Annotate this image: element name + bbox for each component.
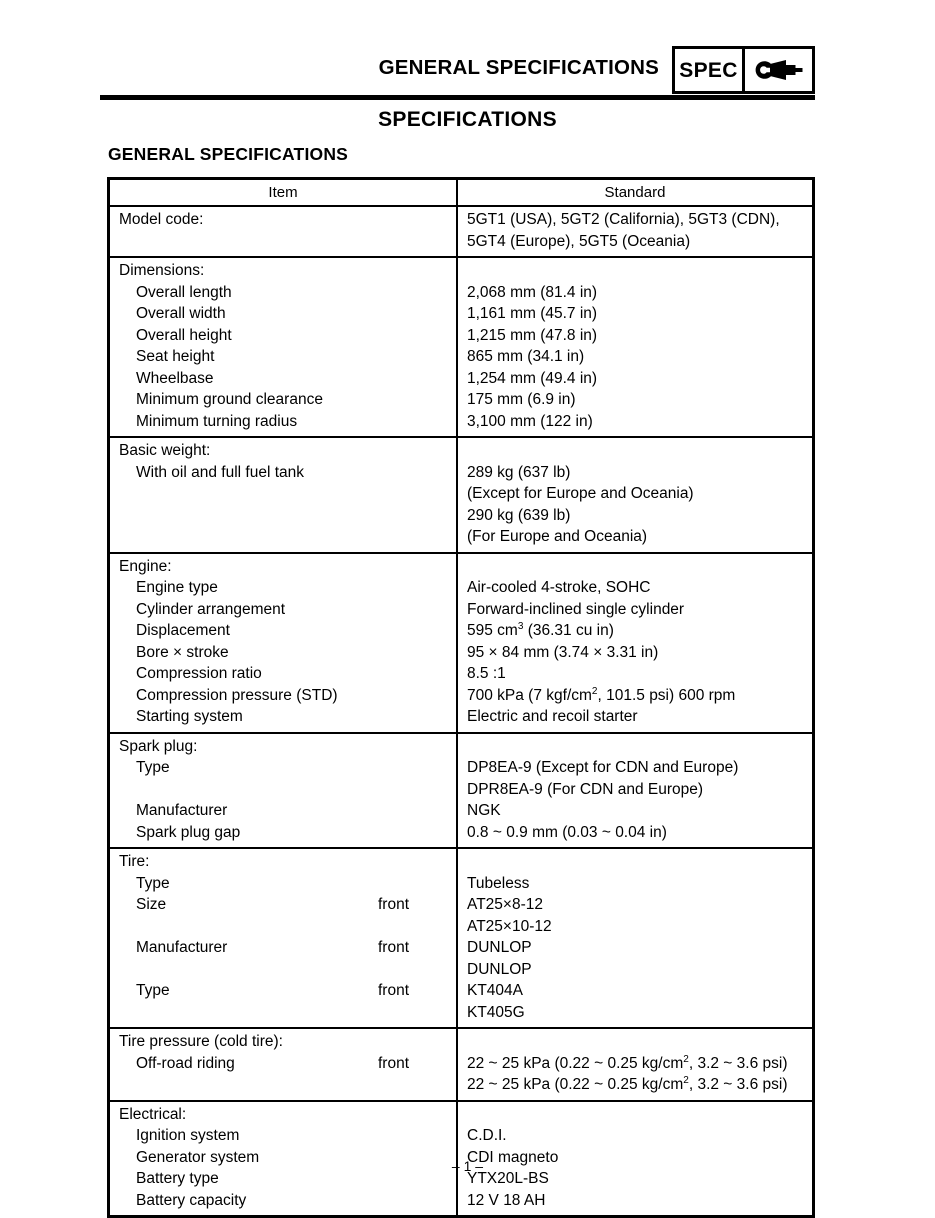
item-line	[110, 959, 456, 981]
standard-line: 289 kg (637 lb)	[467, 463, 571, 481]
item-line: Type	[136, 759, 170, 776]
standard-line: DUNLOP	[467, 960, 532, 978]
standard-line: 5GT1 (USA), 5GT2 (California), 5GT3 (CDN),	[467, 211, 780, 228]
item-line: Compression pressure (STD)	[136, 686, 338, 704]
item-line: Engine:	[119, 557, 172, 575]
spec-chapter-badge	[672, 46, 815, 94]
item-line: Battery capacity	[136, 1191, 247, 1209]
table-cell-item	[110, 438, 458, 552]
standard-line: 700 kPa (7 kgf/$cm^2$, 101.5 psi) 600 rpm	[467, 685, 736, 704]
standard-line: 595 $cm^3$ (36.31 cu in)	[467, 620, 614, 639]
item-line: Engine type	[136, 579, 218, 596]
page-number: – 1 –	[451, 1158, 484, 1174]
table-group	[110, 849, 812, 1029]
item-line	[110, 231, 456, 253]
standard-line: DUNLOP	[467, 939, 532, 956]
item-line	[110, 505, 456, 527]
item-line: Seat height	[136, 348, 215, 365]
standard-line	[458, 1031, 812, 1053]
item-line: Size front	[110, 894, 456, 916]
table-cell-standard	[458, 1029, 812, 1100]
standard-line: CDI magneto	[467, 1148, 559, 1166]
standard-line: 1,161 mm (45.7 in)	[467, 305, 598, 322]
item-line: Dimensions:	[119, 262, 205, 279]
page-footer	[0, 1158, 935, 1174]
general-specifications-table	[107, 177, 815, 1218]
section-title: GENERAL SPECIFICATIONS	[108, 144, 349, 164]
item-line: Ignition system	[136, 1127, 240, 1144]
item-line	[110, 483, 456, 505]
position-label	[378, 1002, 446, 1024]
table-cell-item	[110, 258, 458, 436]
item-line: Displacement	[136, 622, 230, 639]
item-line	[110, 526, 456, 548]
table-group	[110, 1029, 812, 1102]
item-line: Overall height	[136, 326, 232, 344]
standard-line: 0.8 ~ 0.9 mm (0.03 ~ 0.04 in)	[467, 823, 667, 841]
table-body	[110, 207, 812, 1215]
table-cell-standard	[458, 207, 812, 256]
item-line: Generator system	[136, 1148, 260, 1166]
table-cell-standard	[458, 554, 812, 732]
standard-line: DP8EA-9 (Except for CDN and Europe)	[467, 759, 739, 776]
table-group	[110, 734, 812, 850]
spec-badge-label: SPEC	[679, 58, 738, 82]
spec-badge-icon-cell	[745, 49, 812, 91]
item-line: Spark plug:	[119, 737, 198, 755]
item-line: Bore × stroke	[136, 643, 229, 661]
item-line: Wheelbase	[136, 369, 214, 387]
standard-line: 2,068 mm (81.4 in)	[467, 283, 598, 301]
standard-line: C.D.I.	[467, 1127, 507, 1144]
micrometer-icon	[753, 57, 805, 83]
table-cell-standard	[458, 734, 812, 848]
standard-line: KT404A	[467, 982, 524, 999]
standard-line: 5GT4 (Europe), 5GT5 (Oceania)	[467, 232, 691, 250]
standard-line: 22 ~ 25 kPa (0.22 ~ 0.25 $kg/cm^2$, 3.2 ~ 3.6 psi)	[467, 1053, 788, 1072]
table-group	[110, 554, 812, 734]
item-line: Starting system	[136, 708, 243, 725]
position-label: front	[378, 1054, 410, 1072]
table-header-row	[110, 180, 812, 207]
item-line	[110, 779, 456, 801]
standard-line	[458, 1104, 812, 1126]
standard-line: 12 V 18 AH	[467, 1191, 546, 1209]
standard-line: (For Europe and Oceania)	[467, 528, 648, 545]
standard-line	[458, 736, 812, 758]
standard-line: 22 ~ 25 kPa (0.22 ~ 0.25 $kg/cm^2$, 3.2 ~ 3.6 psi)	[467, 1074, 788, 1093]
column-header-item: Item	[110, 180, 458, 205]
table-group	[110, 438, 812, 554]
item-line: Off-road riding front	[110, 1053, 456, 1075]
position-label	[378, 916, 446, 938]
table-group	[110, 207, 812, 258]
standard-line: 1,254 mm (49.4 in)	[467, 369, 598, 387]
table-cell-item	[110, 554, 458, 732]
standard-line: AT25×10-12	[467, 917, 552, 935]
standard-line: KT405G	[467, 1003, 525, 1021]
table-group	[110, 258, 812, 438]
header-divider-rule	[100, 95, 815, 100]
standard-line: 3,100 mm (122 in)	[467, 412, 593, 430]
item-line: Tire:	[119, 853, 150, 870]
table-cell-standard	[458, 258, 812, 436]
standard-line: Electric and recoil starter	[467, 708, 638, 725]
item-line: Minimum ground clearance	[136, 391, 323, 408]
item-line	[110, 916, 456, 938]
position-label: front	[378, 939, 410, 956]
item-line: Cylinder arrangement	[136, 600, 286, 618]
item-line: Compression ratio	[136, 665, 262, 682]
item-line: Battery type	[136, 1170, 219, 1187]
item-line: Electrical:	[119, 1105, 187, 1123]
standard-line: (Except for Europe and Oceania)	[467, 485, 694, 502]
standard-line	[458, 440, 812, 462]
standard-line: Tubeless	[467, 874, 530, 892]
standard-line	[458, 851, 812, 873]
table-cell-standard	[458, 849, 812, 1027]
standard-line	[458, 260, 812, 282]
item-line: Type	[136, 874, 170, 892]
standard-line: 8.5 :1	[467, 665, 506, 682]
item-line: With oil and full fuel tank	[136, 463, 305, 481]
column-header-standard: Standard	[604, 184, 666, 201]
item-line: Tire pressure (cold tire):	[119, 1033, 283, 1050]
item-line: Minimum turning radius	[136, 412, 298, 430]
item-line	[110, 1002, 456, 1024]
item-line: Basic weight:	[119, 442, 211, 459]
item-line: Spark plug gap	[136, 823, 241, 841]
table-cell-item	[110, 1029, 458, 1100]
table-cell-item	[110, 849, 458, 1027]
standard-line: Air-cooled 4-stroke, SOHC	[467, 579, 651, 596]
table-cell-standard	[458, 438, 812, 552]
table-cell-item	[110, 207, 458, 256]
item-line	[110, 1074, 456, 1096]
standard-line: 95 × 84 mm (3.74 × 3.31 in)	[467, 643, 659, 661]
standard-line: DPR8EA-9 (For CDN and Europe)	[467, 780, 704, 798]
position-label	[378, 959, 446, 981]
item-line: Overall length	[136, 283, 232, 301]
item-line: Model code:	[119, 211, 204, 228]
standard-line: 865 mm (34.1 in)	[467, 348, 585, 365]
standard-line: 1,215 mm (47.8 in)	[467, 326, 598, 344]
spec-badge-label-cell	[675, 49, 745, 91]
table-cell-item	[110, 734, 458, 848]
item-line: Type front	[110, 980, 456, 1002]
item-line: Manufacturer	[136, 802, 228, 819]
position-label	[378, 1074, 446, 1096]
header-title: GENERAL SPECIFICATIONS	[378, 56, 659, 79]
position-label: front	[378, 896, 410, 913]
standard-line: NGK	[467, 802, 501, 819]
item-line: Manufacturer front	[110, 937, 456, 959]
position-label: front	[378, 982, 410, 999]
standard-line	[458, 556, 812, 578]
standard-line: Forward-inclined single cylinder	[467, 600, 685, 618]
standard-line: 290 kg (639 lb)	[467, 506, 571, 524]
item-line: Overall width	[136, 305, 226, 322]
page-header	[0, 44, 935, 100]
document-title: SPECIFICATIONS	[378, 108, 557, 131]
standard-line: AT25×8-12	[467, 896, 543, 913]
standard-line: 175 mm (6.9 in)	[467, 391, 576, 408]
standard-line: YTX20L-BS	[467, 1170, 549, 1187]
